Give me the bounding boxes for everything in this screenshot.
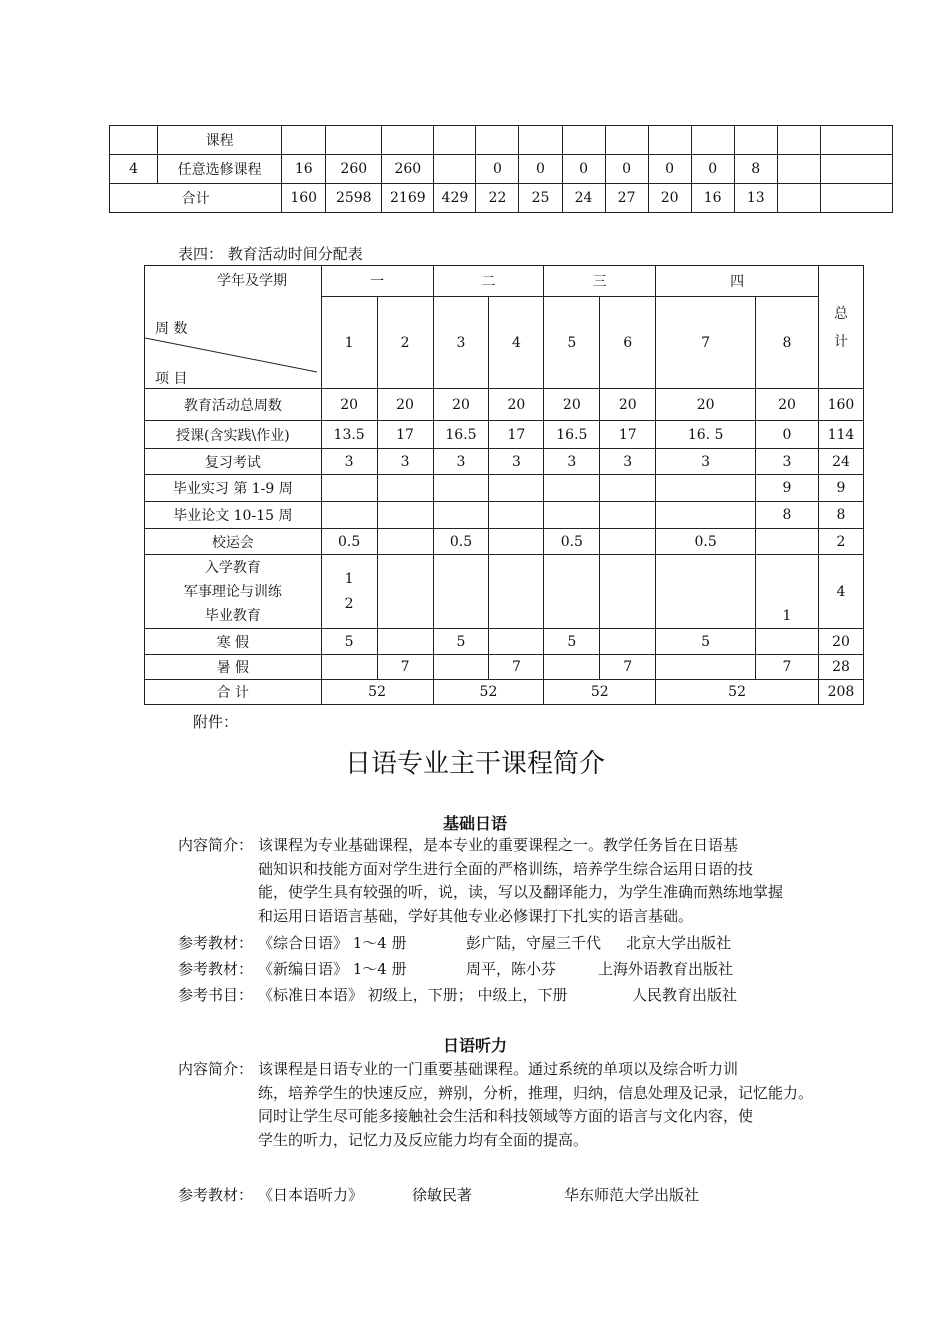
table-cell: 5 bbox=[544, 629, 600, 655]
table-cell: 8 bbox=[756, 502, 819, 529]
table-row bbox=[145, 680, 864, 705]
table-cell bbox=[377, 629, 433, 655]
table-cell bbox=[321, 502, 377, 529]
course-title: 基础日语 bbox=[442, 814, 507, 833]
table-cell: 3 bbox=[377, 449, 433, 475]
semester-header: 2 bbox=[377, 297, 433, 389]
year-total: 52 bbox=[433, 680, 544, 705]
ref-author: 周平，陈小芬 bbox=[466, 960, 557, 978]
table-row bbox=[145, 475, 864, 502]
table-cell: 20 bbox=[600, 389, 656, 421]
table-cell: 0.5 bbox=[544, 529, 600, 555]
table-cell bbox=[377, 502, 433, 529]
row-label-line: 毕业教育 bbox=[204, 607, 261, 624]
table-cell: 3 bbox=[756, 449, 819, 475]
table-cell: 0.5 bbox=[656, 529, 756, 555]
row-label-line: 入学教育 bbox=[204, 559, 261, 576]
table-cell bbox=[656, 475, 756, 502]
intro-line: 础知识和技能方面对学生进行全面的严格训练，培养学生综合运用日语的技 bbox=[258, 859, 754, 878]
row-total: 24 bbox=[818, 449, 863, 475]
semester-header: 7 bbox=[656, 297, 756, 389]
table-cell: 5 bbox=[321, 629, 377, 655]
ref-author: 徐敏民著 bbox=[412, 1186, 473, 1204]
diagonal-header-cell bbox=[145, 266, 322, 389]
table-cell: 7 bbox=[377, 655, 433, 680]
semester-header: 4 bbox=[489, 297, 544, 389]
intro-line: 练，培养学生的快速反应，辨别，分析，推理，归纳，信息处理及记录，记忆能力。 bbox=[258, 1083, 814, 1102]
table-cell: 20 bbox=[656, 389, 756, 421]
year-header: 四 bbox=[656, 266, 819, 297]
row-label: 毕业实习 第 1-9 周 bbox=[145, 475, 322, 502]
table-cell: 0 bbox=[756, 421, 819, 449]
year-header: 二 bbox=[433, 266, 544, 297]
table-cell: 4 bbox=[110, 155, 158, 184]
table-cell: 2169 bbox=[382, 184, 434, 213]
ref-book: 《新编日语》 1～4 册 bbox=[258, 960, 407, 978]
table-cell bbox=[321, 475, 377, 502]
intro-text bbox=[258, 834, 783, 928]
table-cell: 3 bbox=[656, 449, 756, 475]
intro-line: 学生的听力，记忆力及反应能力均有全面的提高。 bbox=[258, 1130, 589, 1149]
table-cell bbox=[489, 502, 544, 529]
table-row bbox=[145, 529, 864, 555]
cell-line: 2 bbox=[344, 595, 354, 612]
table-cell: 7 bbox=[489, 655, 544, 680]
row-label bbox=[145, 555, 322, 629]
table-row bbox=[145, 655, 864, 680]
cell-line: 1 bbox=[344, 570, 354, 587]
diag-bottom-label: 项 目 bbox=[155, 371, 188, 387]
table-cell: 20 bbox=[756, 389, 819, 421]
total-header-line1: 总 bbox=[833, 306, 848, 322]
table-cell: 16. 5 bbox=[656, 421, 756, 449]
row-label: 暑 假 bbox=[145, 655, 322, 680]
table-cell: 20 bbox=[648, 184, 691, 213]
row-total: 9 bbox=[818, 475, 863, 502]
table-cell bbox=[433, 502, 489, 529]
semester-header: 1 bbox=[321, 297, 377, 389]
row-label: 复习考试 bbox=[145, 449, 322, 475]
table-cell bbox=[820, 184, 892, 213]
table-cell: 429 bbox=[434, 184, 476, 213]
year-total: 52 bbox=[656, 680, 819, 705]
table-cell: 0 bbox=[562, 155, 605, 184]
diag-top-label: 学年及学期 bbox=[217, 273, 287, 289]
total-header bbox=[818, 266, 863, 389]
table-cell bbox=[110, 126, 158, 155]
table-cell bbox=[820, 155, 892, 184]
table-cell bbox=[656, 502, 756, 529]
table-cell: 20 bbox=[544, 389, 600, 421]
table-cell bbox=[777, 184, 820, 213]
table-cell: 7 bbox=[600, 655, 656, 680]
table-cell: 160 bbox=[282, 184, 326, 213]
row-total: 28 bbox=[818, 655, 863, 680]
table-cell: 20 bbox=[321, 389, 377, 421]
semester-header: 5 bbox=[544, 297, 600, 389]
year-total: 52 bbox=[321, 680, 433, 705]
row-total: 114 bbox=[818, 421, 863, 449]
table-row bbox=[145, 389, 864, 421]
ref-book: 《综合日语》 1～4 册 bbox=[258, 934, 407, 952]
table-cell: 24 bbox=[562, 184, 605, 213]
table-cell: 任意选修课程 bbox=[158, 155, 282, 184]
table-cell bbox=[434, 155, 476, 184]
table-cell: 27 bbox=[605, 184, 648, 213]
table-cell: 260 bbox=[382, 155, 434, 184]
table-cell bbox=[544, 502, 600, 529]
table-row bbox=[110, 184, 893, 213]
table-cell: 0 bbox=[605, 155, 648, 184]
intro-line: 和运用日语语言基础，学好其他专业必修课打下扎实的语言基础。 bbox=[258, 906, 694, 925]
table-cell bbox=[756, 629, 819, 655]
table-cell: 17 bbox=[600, 421, 656, 449]
cell-value: 1 bbox=[782, 608, 792, 624]
row-label: 教育活动总周数 bbox=[145, 389, 322, 421]
table-cell: 3 bbox=[544, 449, 600, 475]
table-cell: 260 bbox=[326, 155, 382, 184]
row-label: 校运会 bbox=[145, 529, 322, 555]
table-cell bbox=[321, 555, 377, 629]
row-total: 20 bbox=[818, 629, 863, 655]
ref-label: 参考教材： bbox=[178, 934, 254, 952]
course-title: 日语听力 bbox=[442, 1036, 507, 1055]
ref-book: 《标准日本语》 初级上，下册； 中级上，下册 bbox=[258, 986, 568, 1004]
year-total: 52 bbox=[544, 680, 656, 705]
table-cell: 3 bbox=[600, 449, 656, 475]
table-cell bbox=[600, 529, 656, 555]
semester-header: 3 bbox=[433, 297, 489, 389]
table-cell bbox=[377, 529, 433, 555]
table-cell: 0 bbox=[648, 155, 691, 184]
table-row bbox=[145, 555, 864, 629]
row-total: 208 bbox=[818, 680, 863, 705]
table-row bbox=[110, 155, 893, 184]
table-cell bbox=[489, 475, 544, 502]
table-cell: 16.5 bbox=[544, 421, 600, 449]
table-cell: 7 bbox=[756, 655, 819, 680]
table-cell: 16 bbox=[282, 155, 326, 184]
table-cell: 0 bbox=[476, 155, 519, 184]
table-row bbox=[145, 502, 864, 529]
table-cell bbox=[656, 655, 756, 680]
table-cell bbox=[756, 529, 819, 555]
total-label: 合计 bbox=[110, 184, 282, 213]
table-cell: 9 bbox=[756, 475, 819, 502]
table-cell: 8 bbox=[734, 155, 777, 184]
table-cell: 课程 bbox=[158, 126, 282, 155]
table-cell bbox=[756, 555, 819, 629]
intro-line: 该课程是日语专业的一门重要基础课程。通过系统的单项以及综合听力训 bbox=[258, 1060, 739, 1078]
table-cell bbox=[600, 502, 656, 529]
semester-header: 8 bbox=[756, 297, 819, 389]
table-row bbox=[110, 126, 893, 155]
table-cell: 16.5 bbox=[433, 421, 489, 449]
table-cell bbox=[544, 475, 600, 502]
semester-header: 6 bbox=[600, 297, 656, 389]
row-label: 授课(含实践\作业) bbox=[145, 421, 322, 449]
row-total: 2 bbox=[818, 529, 863, 555]
table-cell: 17 bbox=[489, 421, 544, 449]
ref-publisher: 华东师范大学出版社 bbox=[564, 1186, 700, 1204]
year-header: 三 bbox=[544, 266, 656, 297]
page-title: 日语专业主干课程简介 bbox=[344, 749, 605, 779]
table-cell bbox=[433, 655, 489, 680]
ref-label: 参考书目： bbox=[178, 986, 254, 1004]
table-cell: 5 bbox=[656, 629, 756, 655]
intro-line: 能，使学生具有较强的听，说，读，写以及翻译能力，为学生准确而熟练地掌握 bbox=[258, 883, 784, 901]
table-cell: 5 bbox=[433, 629, 489, 655]
table-cell: 13 bbox=[734, 184, 777, 213]
table-cell bbox=[544, 655, 600, 680]
table-cell bbox=[600, 475, 656, 502]
table-cell bbox=[600, 629, 656, 655]
table-cell bbox=[489, 529, 544, 555]
table-cell: 17 bbox=[377, 421, 433, 449]
table-cell: 3 bbox=[321, 449, 377, 475]
table-cell bbox=[777, 155, 820, 184]
table-row bbox=[145, 421, 864, 449]
table-cell: 20 bbox=[377, 389, 433, 421]
row-label: 寒 假 bbox=[145, 629, 322, 655]
education-time-table bbox=[144, 265, 864, 705]
row-label: 毕业论文 10-15 周 bbox=[145, 502, 322, 529]
row-label: 合 计 bbox=[145, 680, 322, 705]
table-cell: 0 bbox=[519, 155, 562, 184]
ref-label: 参考教材： bbox=[178, 960, 254, 978]
table-cell: 2598 bbox=[326, 184, 382, 213]
table-cell: 3 bbox=[489, 449, 544, 475]
table4-caption: 表四： 教育活动时间分配表 bbox=[178, 245, 363, 263]
table-cell: 0.5 bbox=[321, 529, 377, 555]
table-cell: 22 bbox=[476, 184, 519, 213]
row-total: 4 bbox=[818, 555, 863, 629]
table-cell: 20 bbox=[489, 389, 544, 421]
table-cell: 3 bbox=[433, 449, 489, 475]
intro-label: 内容简介： bbox=[178, 1060, 254, 1078]
table-cell: 0.5 bbox=[433, 529, 489, 555]
ref-book: 《日本语听力》 bbox=[258, 1186, 364, 1204]
intro-line: 同时让学生尽可能多接触社会生活和科技领域等方面的语言与文化内容，使 bbox=[258, 1107, 754, 1125]
table-cell bbox=[321, 655, 377, 680]
intro-text bbox=[258, 1058, 813, 1152]
ref-publisher: 上海外语教育出版社 bbox=[598, 960, 734, 978]
table-cell bbox=[433, 475, 489, 502]
row-label-line: 军事理论与训练 bbox=[183, 583, 282, 600]
table-cell: 16 bbox=[691, 184, 734, 213]
row-total: 160 bbox=[818, 389, 863, 421]
row-total: 8 bbox=[818, 502, 863, 529]
year-header: 一 bbox=[321, 266, 433, 297]
appendix-label: 附件： bbox=[193, 713, 239, 731]
ref-publisher: 人民教育出版社 bbox=[632, 986, 738, 1004]
table-cell bbox=[489, 629, 544, 655]
ref-label: 参考教材： bbox=[178, 1186, 254, 1204]
total-header-line2: 计 bbox=[833, 334, 848, 350]
intro-label: 内容简介： bbox=[178, 836, 254, 854]
table-row bbox=[145, 449, 864, 475]
table-cell: 20 bbox=[433, 389, 489, 421]
ref-publisher: 北京大学出版社 bbox=[626, 934, 732, 952]
table-header-row bbox=[145, 266, 864, 297]
diag-mid-label: 周 数 bbox=[155, 321, 188, 337]
curriculum-table-continued bbox=[109, 125, 893, 213]
table-row bbox=[145, 629, 864, 655]
intro-line: 该课程为专业基础课程，是本专业的重要课程之一。教学任务旨在日语基 bbox=[258, 836, 739, 854]
ref-author: 彭广陆，守屋三千代 bbox=[466, 934, 602, 952]
table-cell: 25 bbox=[519, 184, 562, 213]
table-cell bbox=[377, 475, 433, 502]
table-cell: 0 bbox=[691, 155, 734, 184]
table-cell: 13.5 bbox=[321, 421, 377, 449]
